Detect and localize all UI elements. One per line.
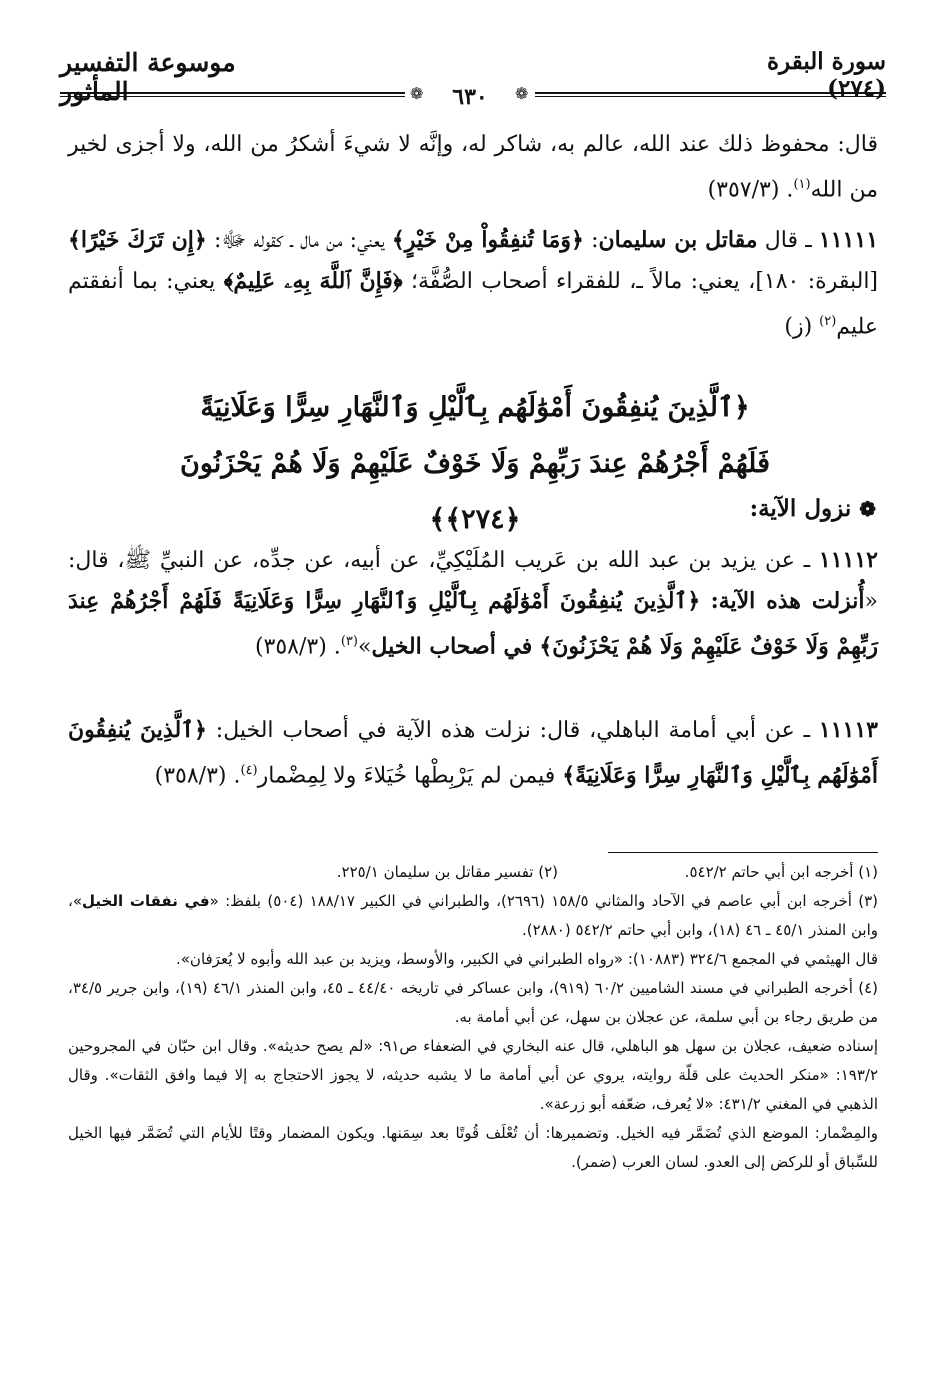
verse-line: فَلَهُمْ أَجْرُهُمْ عِندَ رَبِّهِمْ وَلَا خَوْفٌ عَلَيْهِمْ وَلَا هُمْ يَحْزَنُونَ ﴿٢٧٤﴾﴾ (179, 448, 770, 535)
footnote-separator (608, 852, 878, 853)
entry-number: ١١١١٣ (818, 717, 878, 743)
entry-bold: أُنزلت هذه الآية: (710, 588, 865, 614)
footnote-marker: (١) (793, 177, 811, 192)
entry-text: ـ عن يزيد بن عبد الله بن عَريب المُلَيْكِيِّ، عن أبيه، عن جدِّه، عن النبيِّ ﷺ، قال: « (68, 548, 878, 614)
flower-icon: ❁ (859, 497, 876, 521)
verse-ref: (٢٧٤) (827, 75, 886, 102)
intro-paragraph (68, 125, 878, 210)
entry-11113 (68, 710, 878, 796)
surah-name: سورة البقرة (766, 48, 886, 75)
footnote-marker: (٤) (240, 763, 258, 778)
intro-line: أجزى لخير من الله (68, 132, 878, 203)
footnote-4-gloss: والمِضْمار: الموضع الذي تُضَمَّر فيه الخيل. وتضميرها: أن تُعْلَف قُوتًا بعد سِمَنها. ويكون المضمار وقتًا للأيام التي تُضَمَّر فيها الخيل للسِّباق أو للركض إلى العدو. لسان العرب (ضمر). (68, 1124, 878, 1171)
page-number: ٦٣٠ (452, 84, 488, 110)
entry-text: : (591, 228, 599, 253)
entry-11111 (68, 220, 878, 347)
section-heading (750, 495, 876, 522)
volume-ref: . (٣٥٧/٣) (707, 177, 794, 203)
quran-quote: ﴿وَمَا تُنفِقُواْ مِنْ خَيْرٍ﴾ (391, 227, 584, 253)
quran-quote: ﴿إِن تَرَكَ خَيْرًا﴾ (68, 227, 207, 253)
footnote-row (68, 858, 878, 887)
ornament-icon: ❁ (410, 84, 424, 103)
entry-bold: في أصحاب الخيل (371, 633, 533, 660)
entry-text: ـ عن أبي أمامة الباهلي، قال: نزلت هذه الآية في أصحاب الخيل: (215, 718, 811, 743)
entry-text: [البقرة: ١٨٠]، يعني: مالاً ـ، للفقراء أصحاب الصُّفَّة؛ (411, 269, 879, 294)
footnote-4-note: إسناده ضعيف، عجلان بن سهل هو الباهلي، قال عنه البخاري في الضعفاء ص٩١: «لم يصح حديثه». وقال ابن حبّان في المجروحين ١٩٣/٢: «منكر الحديث على قلّة روايته، يروي عن أبي أمامة ما لا يشبه حديثه، لا يجوز الاحتجاج به إلا فيما وافق الثقات». وقال الذهبي في المغني ٤٣١/٢: «لا يُعرف، ضعّفه أبو زرعة». (68, 1037, 878, 1113)
entry-text: ـ قال (764, 228, 812, 253)
entry-11112 (68, 540, 878, 667)
quran-quote: ﴿فَإِنَّ ٱللَّهَ بِهِۦ عَلِيمٌ﴾ (223, 268, 403, 294)
volume-ref: . (٣٥٨/٣) (254, 634, 341, 660)
footnote-2: (٢) تفسير مقاتل بن سليمان ٢٢٥/١. (336, 863, 558, 881)
entry-text: يعني: بما أنفقتم عليم (68, 269, 878, 340)
footnote-text: (٣) أخرجه ابن أبي عاصم في الآحاد والمثاني ١٥٨/٥ (٢٦٩٦)، والطبراني في الكبير ١٨٨/١٧ (٥٠٤) (267, 892, 879, 910)
quran-verse (140, 380, 810, 548)
entry-number: ١١١١١ (818, 227, 879, 253)
footnote-1: (١) أخرجه ابن أبي حاتم ٥٤٢/٢. (684, 863, 878, 881)
footnotes (68, 858, 878, 1177)
footnote-text: بلفظ: « (209, 892, 262, 910)
entry-text: يعني: من مال ـ كقوله ﷻ: (214, 228, 385, 253)
footnote-marker: (٣) (340, 634, 358, 649)
narrator-name: مقاتل بن سليمان (598, 227, 758, 253)
section-heading-text: نزول الآية: (749, 495, 852, 522)
footnote-marker: (٢) (819, 314, 837, 329)
header-rule-left (60, 92, 405, 97)
verse-line: ﴿ٱلَّذِينَ يُنفِقُونَ أَمْوَٰلَهُم بِٱلَّيْلِ وَٱلنَّهَارِ سِرًّا وَعَلَانِيَةً (200, 392, 750, 423)
footnote-text: »، وابن المنذر ٤٥/١ ـ ٤٦ (١٨)، وابن أبي حاتم ٥٤٢/٢ (٢٨٨٠). (68, 892, 878, 939)
footnote-3 (68, 887, 878, 945)
quran-quote: ﴿ٱلَّذِينَ يُنفِقُونَ أَمْوَٰلَهُم بِٱلَّيْلِ وَٱلنَّهَارِ سِرًّا وَعَلَانِيَةً﴾ (68, 717, 878, 789)
footnote-3-note: قال الهيثمي في المجمع ٣٢٤/٦ (١٠٨٨٣): «رواه الطبراني في الكبير، والأوسط، ويزيد بن عبد الله وأبوه لا يُعرَفان». (175, 950, 878, 968)
ornament-icon: ❁ (515, 84, 529, 103)
intro-line: قال: محفوظ ذلك عند الله، عالم به، شاكر له، وإنَّه لا شيءَ أشكرُ من الله، ولا (172, 132, 879, 157)
footnote-bold: في نفقات الخيل (82, 892, 210, 910)
entry-number: ١١١١٢ (818, 547, 878, 573)
source-ref: (ز) (784, 314, 813, 340)
entry-text: » (357, 634, 372, 660)
volume-ref: . (٣٥٨/٣) (154, 763, 241, 789)
running-header (60, 48, 886, 108)
quran-quote: ﴿ٱلَّذِينَ يُنفِقُونَ أَمْوَٰلَهُم بِٱلَّيْلِ وَٱلنَّهَارِ سِرًّا وَعَلَانِيَةً فَلَهُمْ أَجْرُهُمْ عِندَ رَبِّهِمْ وَلَا خَوْفٌ عَلَيْهِمْ وَلَا هُمْ يَحْزَنُونَ﴾ (68, 588, 878, 660)
entry-text: فيمن لم يَرْبِطْها خُيَلاءَ ولا لِمِضْمار (257, 763, 556, 789)
footnote-4: (٤) أخرجه الطبراني في مسند الشاميين ٦٠/٢ (٩١٩)، وابن عساكر في تاريخه ٤٤/٤٠ ـ ٤٥، وابن المنذر ٤٦/١ (١٩)، وابن جرير ٣٤/٥، من طريق رجاء بن أبي سلمة، عن عجلان بن سهل، عن أبي أمامة به. (68, 979, 878, 1026)
header-rule-right (535, 92, 886, 97)
book-title: موسوعة التفسير المأثور (60, 48, 236, 106)
